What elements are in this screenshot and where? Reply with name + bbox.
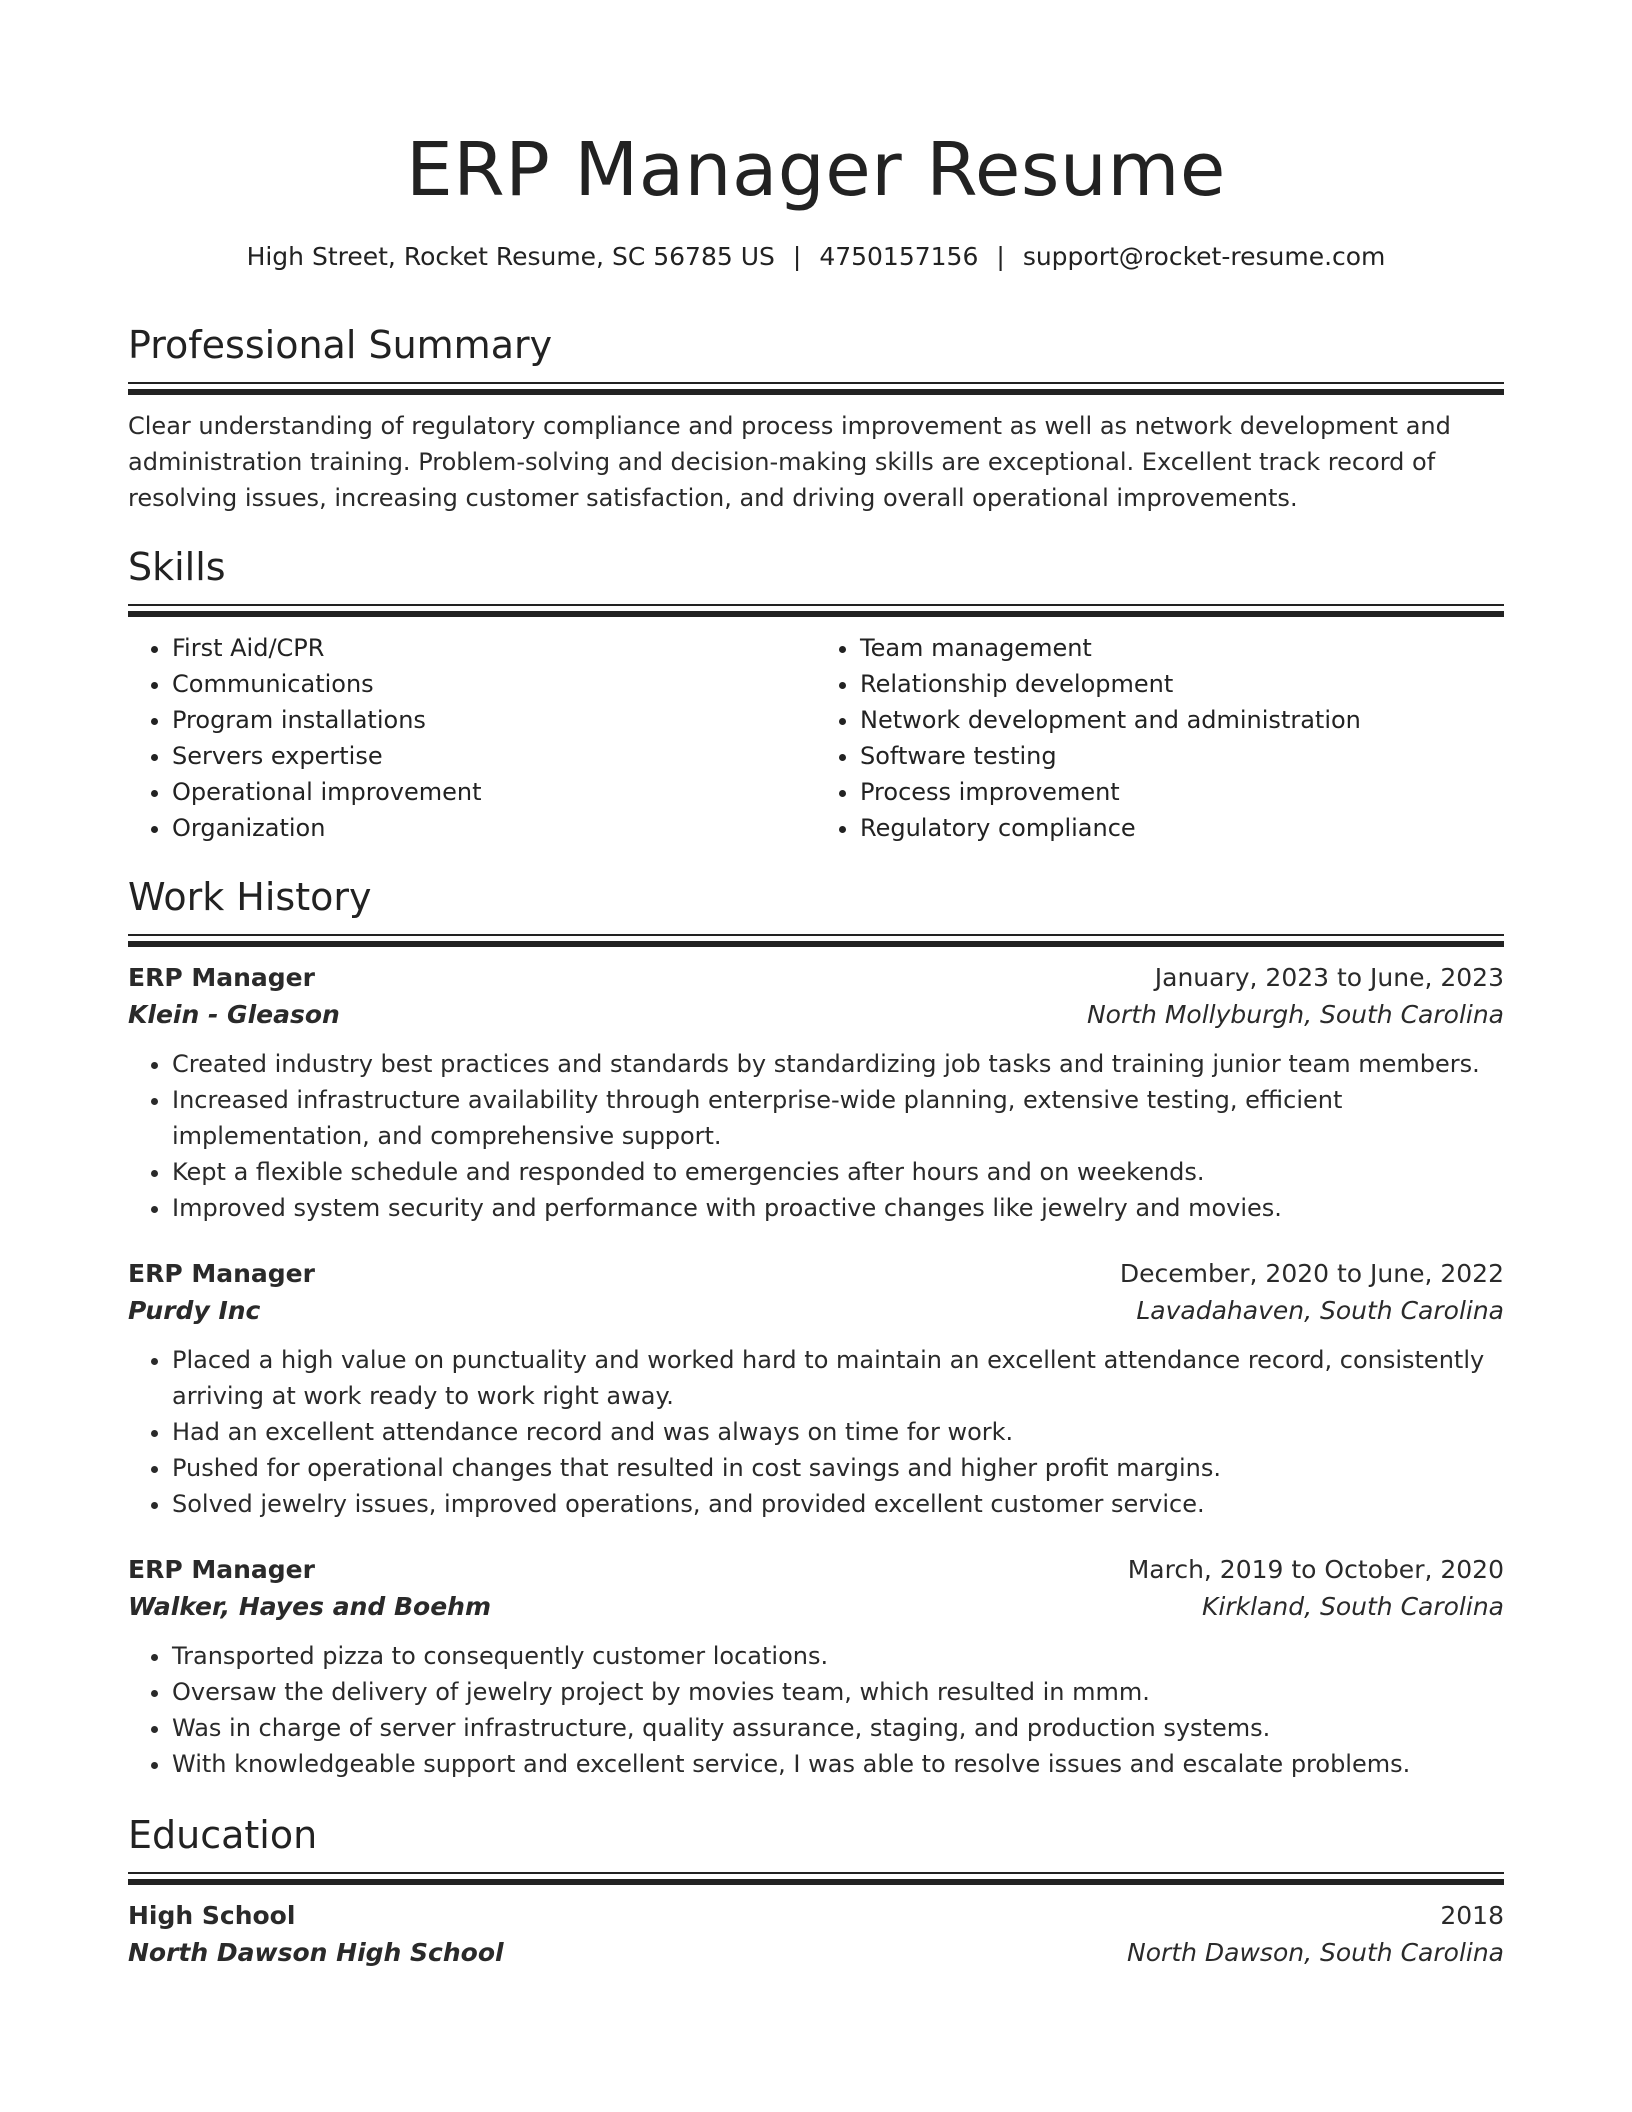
skills-right-column (816, 630, 1504, 846)
job-bullets (128, 1046, 1504, 1226)
education-entry (128, 1898, 1504, 1972)
job-bullet: • Transported pizza to consequently customer locations. (172, 1638, 1504, 1674)
education-heading: Education (128, 1813, 318, 1857)
job-bullet: • Pushed for operational changes that resulted in cost savings and higher profit margins. (172, 1450, 1504, 1486)
education-year: 2018 (1440, 1901, 1504, 1930)
skill-item: • Program installations (172, 702, 816, 738)
skill-item: • Communications (172, 666, 816, 702)
contact-email: support@rocket-resume.com (1022, 242, 1386, 271)
section-divider (128, 382, 1504, 394)
job-bullet: • Created industry best practices and standards by standardizing job tasks and training junior team members. (172, 1046, 1504, 1082)
skill-item: • Software testing (860, 738, 1504, 774)
job-entry (128, 1552, 1504, 1782)
resume-title: ERP Manager Resume (406, 127, 1226, 213)
job-bullet: • With knowledgeable support and excellent service, I was able to resolve issues and escalate problems. (172, 1746, 1504, 1782)
summary-section (128, 320, 1504, 516)
skill-item: • Team management (860, 630, 1504, 666)
skill-item: • Regulatory compliance (860, 810, 1504, 846)
work-history-section (128, 872, 1504, 1782)
job-entry (128, 1256, 1504, 1522)
skill-item: • Relationship development (860, 666, 1504, 702)
job-bullet: • Increased infrastructure availability through enterprise-wide planning, extensive testing, efficient implementation, and comprehensive support. (172, 1082, 1504, 1154)
job-entry (128, 960, 1504, 1226)
section-divider (128, 604, 1504, 616)
contact-address: High Street, Rocket Resume, SC 56785 US (246, 242, 775, 271)
summary-heading: Professional Summary (128, 323, 553, 367)
job-dates: March, 2019 to October, 2020 (1127, 1555, 1504, 1584)
skills-section (128, 542, 1504, 846)
job-location: North Mollyburgh, South Carolina (1086, 1000, 1504, 1029)
section-divider (128, 1872, 1504, 1884)
job-bullet: • Solved jewelry issues, improved operations, and provided excellent customer service. (172, 1486, 1504, 1522)
job-title: ERP Manager (128, 1555, 315, 1584)
education-location: North Dawson, South Carolina (1127, 1938, 1504, 1967)
job-bullets (128, 1342, 1504, 1522)
skills-left-column (128, 630, 816, 846)
job-bullet: • Was in charge of server infrastructure, quality assurance, staging, and production systems. (172, 1710, 1504, 1746)
job-location: Lavadahaven, South Carolina (1136, 1296, 1504, 1325)
job-bullet: • Placed a high value on punctuality and worked hard to maintain an excellent attendance record, consistently arriving at work ready to work right away. (172, 1342, 1504, 1414)
job-title: ERP Manager (128, 963, 315, 992)
job-company: Klein - Gleason (128, 1000, 340, 1029)
job-dates: January, 2023 to June, 2023 (1154, 963, 1504, 992)
job-bullets (128, 1638, 1504, 1782)
job-company: Purdy Inc (128, 1296, 261, 1325)
contact-separator: | (996, 242, 1005, 271)
skills-columns (128, 630, 1504, 846)
contact-phone: 4750157156 (819, 242, 979, 271)
skill-item: • Network development and administration (860, 702, 1504, 738)
contact-separator: | (792, 242, 802, 271)
skill-item: • Process improvement (860, 774, 1504, 810)
job-title: ERP Manager (128, 1259, 315, 1288)
education-school: North Dawson High School (128, 1938, 504, 1967)
job-company: Walker, Hayes and Boehm (128, 1592, 492, 1621)
skills-heading: Skills (128, 545, 226, 589)
job-bullet: • Had an excellent attendance record and was always on time for work. (172, 1414, 1504, 1450)
summary-text: Clear understanding of regulatory compliance and process improvement as well as network development and administration training. Problem-solving and decision-making skills are exceptional. Excellent track record of resolving issues, increasing customer satisfaction, and driving overall operational improvements. (128, 412, 1451, 512)
education-degree: High School (128, 1901, 296, 1930)
skill-item: • First Aid/CPR (172, 630, 816, 666)
skill-item: • Organization (172, 810, 816, 846)
work-history-heading: Work History (128, 875, 372, 919)
job-location: Kirkland, South Carolina (1202, 1592, 1504, 1621)
skill-item: • Operational improvement (172, 774, 816, 810)
job-dates: December, 2020 to June, 2022 (1119, 1259, 1504, 1288)
section-divider (128, 934, 1504, 946)
education-section (128, 1810, 1504, 1972)
contact-line (128, 240, 1504, 274)
job-bullet: • Oversaw the delivery of jewelry project by movies team, which resulted in mmm. (172, 1674, 1504, 1710)
skill-item: • Servers expertise (172, 738, 816, 774)
job-bullet: • Kept a flexible schedule and responded to emergencies after hours and on weekends. (172, 1154, 1504, 1190)
job-bullet: • Improved system security and performance with proactive changes like jewelry and movies. (172, 1190, 1504, 1226)
